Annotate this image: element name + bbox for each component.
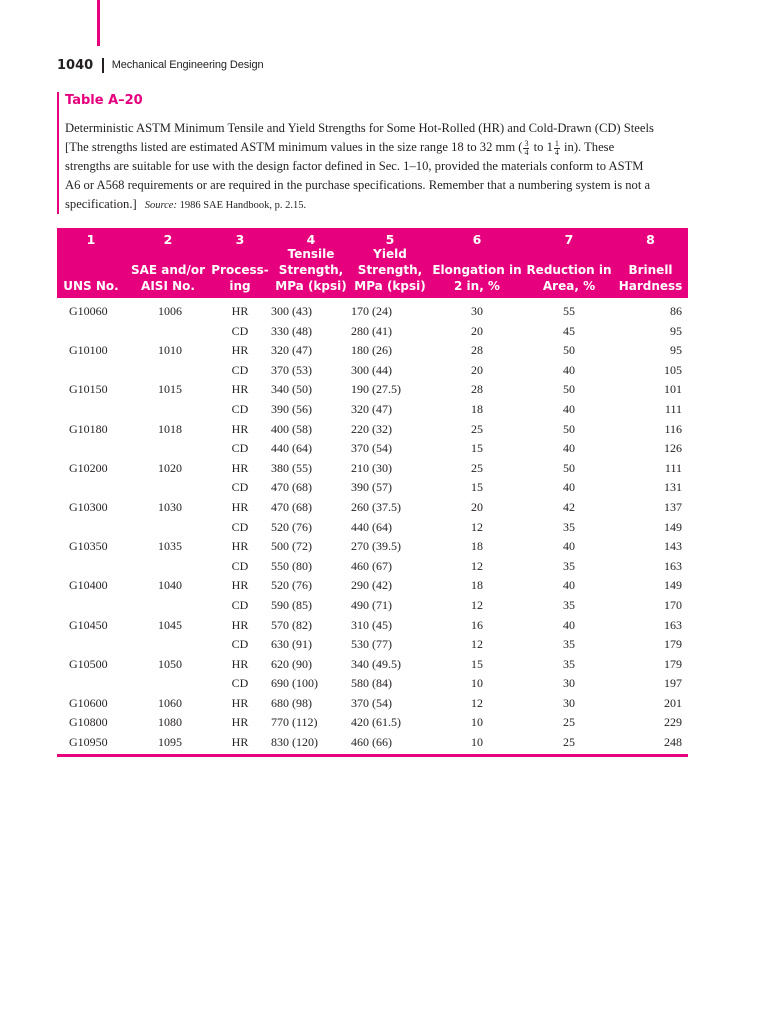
brinell-cell: 101 — [664, 382, 682, 397]
tensile-cell: 620 (90) — [271, 656, 312, 671]
reduction-cell: 40 — [563, 480, 575, 495]
table-body — [57, 298, 688, 753]
brinell-cell: 143 — [664, 539, 682, 554]
table-row — [57, 380, 688, 400]
source-text: 1986 SAE Handbook, p. 2.15. — [176, 200, 307, 211]
tensile-cell: 440 (64) — [271, 441, 312, 456]
reduction-cell: 50 — [563, 343, 575, 358]
table-row — [57, 302, 688, 322]
tensile-cell: 390 (56) — [271, 401, 312, 416]
brinell-cell: 179 — [664, 656, 682, 671]
caption-line-2-mid: to 1 — [530, 140, 553, 154]
processing-cell: CD — [231, 519, 249, 534]
reduction-cell: 50 — [563, 421, 575, 436]
yield-cell: 300 (44) — [351, 362, 392, 377]
uns-cell: G10150 — [69, 382, 108, 397]
tensile-cell: 570 (82) — [271, 617, 312, 632]
processing-cell: HR — [231, 695, 249, 710]
table-row — [57, 439, 688, 459]
processing-cell: HR — [231, 617, 249, 632]
elongation-cell: 15 — [471, 656, 483, 671]
yield-cell: 440 (64) — [351, 519, 392, 534]
column-header-label: Yield Strength, MPa (kpsi) — [354, 247, 426, 293]
table-label: Table A–20 — [65, 93, 143, 108]
table-row — [57, 400, 688, 420]
uns-cell: G10300 — [69, 499, 108, 514]
reduction-cell: 25 — [563, 715, 575, 730]
processing-cell: HR — [231, 343, 249, 358]
tensile-cell: 770 (112) — [271, 715, 318, 730]
processing-cell: CD — [231, 676, 249, 691]
yield-cell: 170 (24) — [351, 304, 392, 318]
processing-cell: CD — [231, 401, 249, 416]
sae-cell: 1010 — [158, 343, 182, 358]
processing-cell: CD — [231, 480, 249, 495]
table-row — [57, 576, 688, 596]
elongation-cell: 18 — [471, 401, 483, 416]
table-row — [57, 713, 688, 733]
reduction-cell: 25 — [563, 735, 575, 750]
yield-cell: 210 (30) — [351, 460, 392, 475]
brinell-cell: 229 — [664, 715, 682, 730]
caption-line-2-start: [The strengths listed are estimated ASTM minimum values in the size range 18 to 32 mm ( — [65, 140, 523, 154]
table-row — [57, 616, 688, 636]
elongation-cell: 15 — [471, 480, 483, 495]
brinell-cell: 95 — [670, 323, 682, 338]
brinell-cell: 137 — [664, 499, 682, 514]
brinell-cell: 95 — [670, 343, 682, 358]
caption-line-5 — [65, 195, 697, 215]
processing-cell: HR — [231, 421, 249, 436]
table-caption — [65, 119, 697, 215]
uns-cell: G10100 — [69, 343, 108, 358]
table-row — [57, 694, 688, 714]
brinell-cell: 149 — [664, 519, 682, 534]
table-header — [57, 228, 688, 298]
uns-cell: G10060 — [69, 304, 108, 318]
sae-cell: 1018 — [158, 421, 182, 436]
brinell-cell: 116 — [664, 421, 682, 436]
column-header-tensile-strength — [271, 228, 351, 298]
fraction-one-quarter: $\frac{1}{4}$ — [554, 138, 559, 157]
brinell-cell: 86 — [670, 304, 682, 318]
tensile-cell: 470 (68) — [271, 499, 312, 514]
elongation-cell: 18 — [471, 539, 483, 554]
processing-cell: HR — [231, 715, 249, 730]
table-row — [57, 478, 688, 498]
table-row — [57, 635, 688, 655]
processing-cell: HR — [231, 460, 249, 475]
reduction-cell: 40 — [563, 617, 575, 632]
uns-cell: G10200 — [69, 460, 108, 475]
table-row — [57, 361, 688, 381]
yield-cell: 390 (57) — [351, 480, 392, 495]
table-row — [57, 674, 688, 694]
top-accent-line — [97, 0, 100, 46]
yield-cell: 490 (71) — [351, 597, 392, 612]
processing-cell: CD — [231, 597, 249, 612]
processing-cell: HR — [231, 656, 249, 671]
table-row — [57, 733, 688, 753]
elongation-cell: 30 — [471, 304, 483, 318]
table-row — [57, 420, 688, 440]
sae-cell: 1040 — [158, 578, 182, 593]
yield-cell: 260 (37.5) — [351, 499, 401, 514]
processing-cell: CD — [231, 323, 249, 338]
running-head-divider — [102, 58, 104, 73]
brinell-cell: 197 — [664, 676, 682, 691]
caption-line-2-end: in). These — [560, 140, 615, 154]
uns-cell: G10350 — [69, 539, 108, 554]
brinell-cell: 248 — [664, 735, 682, 750]
brinell-cell: 179 — [664, 637, 682, 652]
reduction-cell: 40 — [563, 362, 575, 377]
column-number: 4 — [306, 232, 316, 247]
processing-cell: HR — [231, 735, 249, 750]
elongation-cell: 12 — [471, 519, 483, 534]
tensile-cell: 520 (76) — [271, 519, 312, 534]
sae-cell: 1050 — [158, 656, 182, 671]
yield-cell: 310 (45) — [351, 617, 392, 632]
processing-cell: CD — [231, 441, 249, 456]
brinell-cell: 163 — [664, 558, 682, 573]
reduction-cell: 30 — [563, 676, 575, 691]
steel-strength-table — [57, 228, 688, 753]
tensile-cell: 830 (120) — [271, 735, 318, 750]
elongation-cell: 15 — [471, 441, 483, 456]
yield-cell: 320 (47) — [351, 401, 392, 416]
elongation-cell: 12 — [471, 695, 483, 710]
page-number: 1040 — [57, 57, 94, 73]
uns-cell: G10180 — [69, 421, 108, 436]
elongation-cell: 10 — [471, 715, 483, 730]
elongation-cell: 20 — [471, 499, 483, 514]
elongation-cell: 28 — [471, 343, 483, 358]
uns-cell: G10450 — [69, 617, 108, 632]
reduction-cell: 40 — [563, 578, 575, 593]
brinell-cell: 111 — [664, 460, 682, 475]
table-row — [57, 498, 688, 518]
table-bottom-rule — [57, 754, 688, 757]
processing-cell: CD — [231, 362, 249, 377]
sae-cell: 1080 — [158, 715, 182, 730]
table-row — [57, 655, 688, 675]
column-number: 3 — [235, 232, 245, 247]
column-header-yield-strength — [351, 228, 429, 298]
tensile-cell: 500 (72) — [271, 539, 312, 554]
reduction-cell: 55 — [563, 304, 575, 318]
elongation-cell: 18 — [471, 578, 483, 593]
uns-cell: G10800 — [69, 715, 108, 730]
elongation-cell: 12 — [471, 558, 483, 573]
brinell-cell: 111 — [664, 401, 682, 416]
column-header-uns-no — [57, 228, 125, 298]
processing-cell: HR — [231, 499, 249, 514]
sae-cell: 1006 — [158, 304, 182, 318]
yield-cell: 290 (42) — [351, 578, 392, 593]
uns-cell: G10600 — [69, 695, 108, 710]
tensile-cell: 550 (80) — [271, 558, 312, 573]
sae-cell: 1095 — [158, 735, 182, 750]
uns-cell: G10500 — [69, 656, 108, 671]
sae-cell: 1020 — [158, 460, 182, 475]
elongation-cell: 25 — [471, 421, 483, 436]
brinell-cell: 126 — [664, 441, 682, 456]
column-header-brinell-hardness — [613, 228, 688, 298]
column-header-label: Elongation in 2 in, % — [432, 263, 522, 293]
reduction-cell: 40 — [563, 441, 575, 456]
tensile-cell: 400 (58) — [271, 421, 312, 436]
elongation-cell: 16 — [471, 617, 483, 632]
column-header-label: Reduction in Area, % — [526, 263, 612, 293]
brinell-cell: 201 — [664, 695, 682, 710]
column-header-label: Brinell Hardness — [618, 263, 683, 293]
yield-cell: 370 (54) — [351, 695, 392, 710]
column-header-label: UNS No. — [63, 279, 119, 293]
tensile-cell: 340 (50) — [271, 382, 312, 397]
fraction-three-quarters: $\frac{3}{4}$ — [524, 138, 529, 157]
tensile-cell: 690 (100) — [271, 676, 318, 691]
yield-cell: 220 (32) — [351, 421, 392, 436]
elongation-cell: 12 — [471, 597, 483, 612]
elongation-cell: 10 — [471, 676, 483, 691]
table-row — [57, 596, 688, 616]
brinell-cell: 105 — [664, 362, 682, 377]
column-header-label: SAE and/or AISI No. — [130, 263, 206, 293]
elongation-cell: 12 — [471, 637, 483, 652]
reduction-cell: 50 — [563, 382, 575, 397]
sae-cell: 1030 — [158, 499, 182, 514]
sae-cell: 1015 — [158, 382, 182, 397]
caption-line-1: Deterministic ASTM Minimum Tensile and Yield Strengths for Some Hot-Rolled (HR) and Cold-Drawn (CD) Steels — [65, 121, 654, 135]
reduction-cell: 35 — [563, 656, 575, 671]
reduction-cell: 35 — [563, 597, 575, 612]
yield-cell: 190 (27.5) — [351, 382, 401, 397]
column-header-reduction-in-area — [525, 228, 613, 298]
yield-cell: 460 (66) — [351, 735, 392, 750]
column-number: 6 — [472, 232, 482, 247]
caption-line-2 — [65, 138, 697, 157]
column-header-sae-aisi-no — [125, 228, 211, 298]
sae-cell: 1035 — [158, 539, 182, 554]
tensile-cell: 590 (85) — [271, 597, 312, 612]
column-number: 2 — [163, 232, 173, 247]
processing-cell: HR — [231, 539, 249, 554]
processing-cell: HR — [231, 578, 249, 593]
reduction-cell: 30 — [563, 695, 575, 710]
column-number: 5 — [385, 232, 395, 247]
elongation-cell: 20 — [471, 323, 483, 338]
caption-line-3: strengths are suitable for use with the design factor defined in Sec. 1–10, provided the materials conform to ASTM — [65, 159, 644, 173]
column-number: 7 — [564, 232, 574, 247]
column-header-elongation — [429, 228, 525, 298]
uns-cell: G10400 — [69, 578, 108, 593]
elongation-cell: 20 — [471, 362, 483, 377]
column-header-processing — [207, 228, 273, 298]
tensile-cell: 520 (76) — [271, 578, 312, 593]
book-title: Mechanical Engineering Design — [111, 59, 264, 71]
processing-cell: HR — [231, 304, 249, 318]
table-row — [57, 518, 688, 538]
tensile-cell: 380 (55) — [271, 460, 312, 475]
elongation-cell: 28 — [471, 382, 483, 397]
yield-cell: 460 (67) — [351, 558, 392, 573]
column-header-label: Tensile Strength, MPa (kpsi) — [275, 247, 347, 293]
processing-cell: CD — [231, 558, 249, 573]
reduction-cell: 45 — [563, 323, 575, 338]
table-row — [57, 557, 688, 577]
running-head — [57, 56, 264, 74]
elongation-cell: 10 — [471, 735, 483, 750]
tensile-cell: 630 (91) — [271, 637, 312, 652]
column-number: 1 — [86, 232, 96, 247]
source-label: Source: — [144, 200, 177, 211]
tensile-cell: 320 (47) — [271, 343, 312, 358]
yield-cell: 420 (61.5) — [351, 715, 401, 730]
sae-cell: 1060 — [158, 695, 182, 710]
column-header-label: Process- ing — [211, 263, 269, 293]
table-row — [57, 459, 688, 479]
yield-cell: 280 (41) — [351, 323, 392, 338]
caption-accent-bar — [57, 92, 59, 214]
brinell-cell: 163 — [664, 617, 682, 632]
table-row — [57, 322, 688, 342]
brinell-cell: 149 — [664, 578, 682, 593]
reduction-cell: 50 — [563, 460, 575, 475]
processing-cell: CD — [231, 637, 249, 652]
tensile-cell: 470 (68) — [271, 480, 312, 495]
elongation-cell: 25 — [471, 460, 483, 475]
reduction-cell: 42 — [563, 499, 575, 514]
column-number: 8 — [646, 232, 655, 247]
reduction-cell: 40 — [563, 401, 575, 416]
yield-cell: 340 (49.5) — [351, 656, 401, 671]
yield-cell: 530 (77) — [351, 637, 392, 652]
yield-cell: 270 (39.5) — [351, 539, 401, 554]
yield-cell: 180 (26) — [351, 343, 392, 358]
reduction-cell: 40 — [563, 539, 575, 554]
uns-cell: G10950 — [69, 735, 108, 750]
tensile-cell: 370 (53) — [271, 362, 312, 377]
yield-cell: 580 (84) — [351, 676, 392, 691]
caption-line-5-text: specification.] — [65, 197, 137, 211]
tensile-cell: 680 (98) — [271, 695, 312, 710]
brinell-cell: 131 — [664, 480, 682, 495]
yield-cell: 370 (54) — [351, 441, 392, 456]
processing-cell: HR — [231, 382, 249, 397]
reduction-cell: 35 — [563, 558, 575, 573]
tensile-cell: 300 (43) — [271, 304, 312, 318]
tensile-cell: 330 (48) — [271, 323, 312, 338]
brinell-cell: 170 — [664, 597, 682, 612]
reduction-cell: 35 — [563, 637, 575, 652]
table-row — [57, 537, 688, 557]
sae-cell: 1045 — [158, 617, 182, 632]
reduction-cell: 35 — [563, 519, 575, 534]
table-row — [57, 341, 688, 361]
caption-line-4: A6 or A568 requirements or are required in the purchase specifications. Remember that a numbering system is not a — [65, 178, 651, 192]
